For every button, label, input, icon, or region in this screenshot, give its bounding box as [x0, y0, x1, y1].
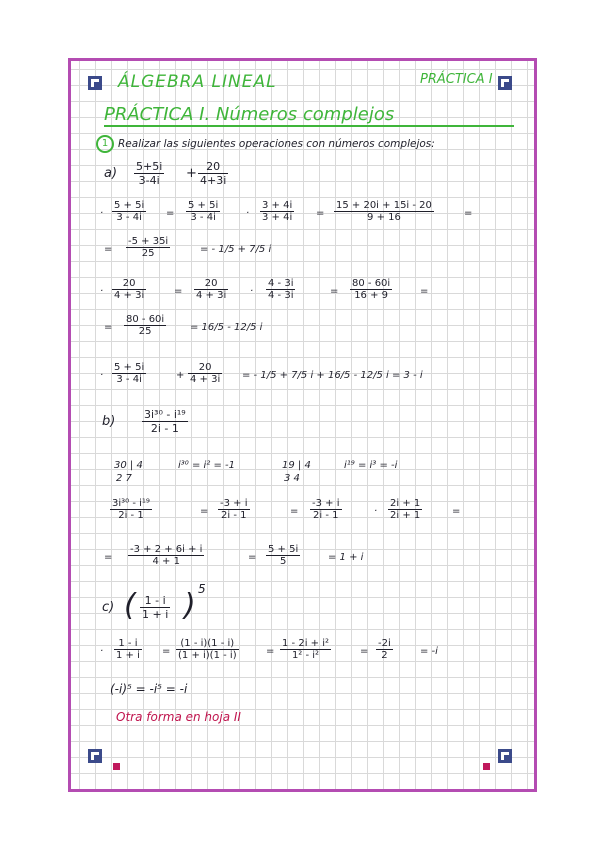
a-line5-frac1: $\frac{5 + 5i}{3 - 4i}$	[114, 362, 145, 385]
a-line5-frac2: $\frac{20}{4 + 3i}$	[190, 362, 221, 385]
b-power-19: i¹⁹ = i³ = -i	[344, 460, 398, 471]
exercise-prompt: Realizar las siguientes operaciones con números complejos:	[118, 138, 435, 150]
corner-mark-top-right	[498, 76, 512, 90]
equals: =	[104, 552, 113, 563]
plus: +	[176, 370, 185, 381]
marker-square-bottom-right	[483, 763, 490, 770]
equals: =	[464, 208, 473, 219]
a-line4-frac1: $\frac{80 - 60i}{25}$	[126, 314, 165, 337]
equals: =	[104, 322, 113, 333]
a-line3-frac4: $\frac{80 - 60i}{16 + 9}$	[352, 278, 391, 301]
subtitle-underline	[104, 125, 514, 127]
equals: =	[316, 208, 325, 219]
a-line1-frac2: $\frac{5 + 5i}{3 - 4i}$	[188, 200, 219, 223]
c-line1-frac3: $\frac{\text{1 - 2i + i²}}{\text{1² - i²}}$	[282, 638, 329, 661]
part-a-statement-fraction-2: $\frac{20}{4+3i}$	[200, 160, 227, 187]
equals: =	[452, 506, 461, 517]
part-a-statement-fraction-1: $\frac{5+5i}{3-4i}$	[136, 160, 163, 187]
b-line2-frac1: $\frac{-3 + 2 + 6i + i}{4 + 1}$	[130, 544, 203, 567]
alternative-note: Otra forma en hoja II	[116, 710, 241, 724]
dot: ·	[250, 286, 254, 297]
bullet: ·	[100, 208, 104, 219]
c-line1-frac1: $\frac{1 - i}{1 + i}$	[116, 638, 140, 661]
a-line5-result: = - 1/5 + 7/5 i + 16/5 - 12/5 i = 3 - i	[242, 370, 423, 381]
a-line1-frac3: $\frac{3 + 4i}{3 + 4i}$	[262, 200, 293, 223]
c-line1-frac2: $\frac{(1 - i)(1 - i)}{(1 + i)(1 - i)}$	[178, 638, 237, 661]
b-line2-result: = 1 + i	[328, 552, 364, 563]
part-c-open-paren: (	[124, 588, 136, 623]
a-line2-result: = - 1/5 + 7/5 i	[200, 244, 272, 255]
part-c-close-paren: )	[184, 588, 196, 623]
bullet: ·	[100, 286, 104, 297]
a-line3-frac2: $\frac{20}{4 + 3i}$	[196, 278, 227, 301]
equals: =	[290, 506, 299, 517]
a-line1-frac4: $\frac{15 + 20i + 15i - 20}{9 + 16}$	[336, 200, 432, 223]
part-b-label: b)	[102, 414, 116, 429]
b-line1-frac2: $\frac{-3 + i}{2i - 1}$	[220, 498, 248, 521]
b-line1-frac4: $\frac{2i + 1}{2i + 1}$	[390, 498, 421, 521]
a-line2-frac1: $\frac{-5 + 35i}{25}$	[128, 236, 169, 259]
part-c-statement: $\frac{1 - i}{1 + i}$	[142, 594, 169, 621]
marker-square-bottom-left	[113, 763, 120, 770]
equals: =	[330, 286, 339, 297]
part-b-statement: $\frac{\text{3i³⁰ - i¹⁹}}{2i - 1}$	[144, 408, 186, 435]
part-c-label: c)	[102, 600, 115, 615]
course-title: ÁLGEBRA LINEAL	[118, 72, 277, 92]
b-line2-frac2: $\frac{5 + 5i}{5}$	[268, 544, 299, 567]
b-division-19-result: 3 4	[284, 473, 300, 484]
c-line1-result: = -i	[420, 646, 438, 657]
c-line2: (-i)⁵ = -i⁵ = -i	[110, 682, 188, 696]
part-a-label: a)	[104, 166, 118, 181]
b-line1-frac3: $\frac{-3 + i}{2i - 1}$	[312, 498, 340, 521]
practice-title: PRÁCTICA I	[420, 72, 493, 87]
page-subtitle: PRÁCTICA I. Números complejos	[104, 104, 395, 125]
equals: =	[200, 506, 209, 517]
bullet: ·	[100, 646, 104, 657]
corner-mark-bottom-left	[88, 749, 102, 763]
b-power-30: i³⁰ = i² = -1	[178, 460, 236, 471]
b-division-30-result: 2 7	[116, 473, 132, 484]
c-line1-frac4: $\frac{-2i}{2}$	[378, 638, 391, 661]
part-a-statement-plus: +	[186, 166, 197, 181]
equals: =	[420, 286, 429, 297]
a-line1-frac1: $\frac{5 + 5i}{3 - 4i}$	[114, 200, 145, 223]
corner-mark-bottom-right	[498, 749, 512, 763]
equals: =	[360, 646, 369, 657]
part-c-exponent: 5	[198, 582, 206, 596]
a-line4-result: = 16/5 - 12/5 i	[190, 322, 263, 333]
equals: =	[104, 244, 113, 255]
equals: =	[162, 646, 171, 657]
equals: =	[266, 646, 275, 657]
equals: =	[248, 552, 257, 563]
b-division-30: 30 | 4	[114, 460, 143, 471]
equals: =	[174, 286, 183, 297]
corner-mark-top-left	[88, 76, 102, 90]
dot: ·	[374, 506, 378, 517]
a-line3-frac3: $\frac{4 - 3i}{4 - 3i}$	[268, 278, 294, 301]
a-line3-frac1: $\frac{20}{4 + 3i}$	[114, 278, 145, 301]
exercise-number: 1	[96, 135, 114, 153]
b-line1-frac1: $\frac{\text{3i³⁰ - i¹⁹}}{2i - 1}$	[112, 498, 150, 521]
b-division-19: 19 | 4	[282, 460, 311, 471]
bullet: ·	[100, 370, 104, 381]
dot: ·	[246, 208, 250, 219]
equals: =	[166, 208, 175, 219]
